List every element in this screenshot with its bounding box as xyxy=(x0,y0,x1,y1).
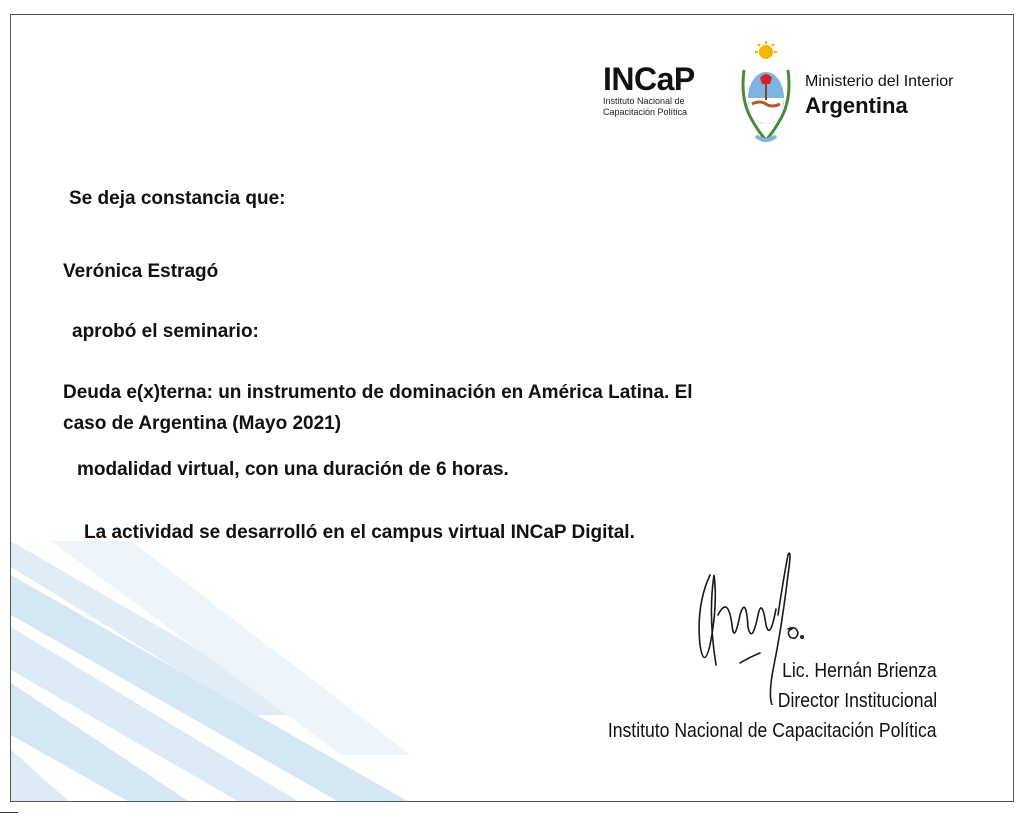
ministry-line-1: Ministerio del Interior xyxy=(805,73,954,90)
incap-logo-line-2: Capacitación Política xyxy=(603,107,688,117)
seminar-title-line-2: caso de Argentina (Mayo 2021) xyxy=(63,413,342,434)
campus-text: La actividad se desarrolló en el campus virtual INCaP Digital. xyxy=(84,522,635,543)
recipient-name: Verónica Estragó xyxy=(63,261,219,282)
ministry-name xyxy=(805,72,954,120)
modality-text: modalidad virtual, con una duración de 6 horas. xyxy=(77,459,509,480)
incap-logo-name: INCaP xyxy=(603,61,695,97)
incap-logo xyxy=(603,62,695,118)
argentina-coat-of-arms-icon xyxy=(738,40,794,144)
incap-logo-line-1: Instituto Nacional de xyxy=(603,96,685,106)
handwritten-signature xyxy=(688,545,818,705)
signatory-name: Lic. Hernán Brienza xyxy=(782,660,937,682)
certificate-intro: Se deja constancia que: xyxy=(69,188,286,209)
certificate-frame xyxy=(10,14,1014,802)
seminar-title-line-1: Deuda e(x)terna: un instrumento de dominación en América Latina. El xyxy=(63,382,693,403)
signatory-institution: Instituto Nacional de Capacitación Política xyxy=(608,720,937,742)
approved-label: aprobó el seminario: xyxy=(72,321,259,342)
signatory-title: Director Institucional xyxy=(777,690,937,712)
ministry-line-2: Argentina xyxy=(805,93,908,118)
corner-mark xyxy=(0,812,18,813)
